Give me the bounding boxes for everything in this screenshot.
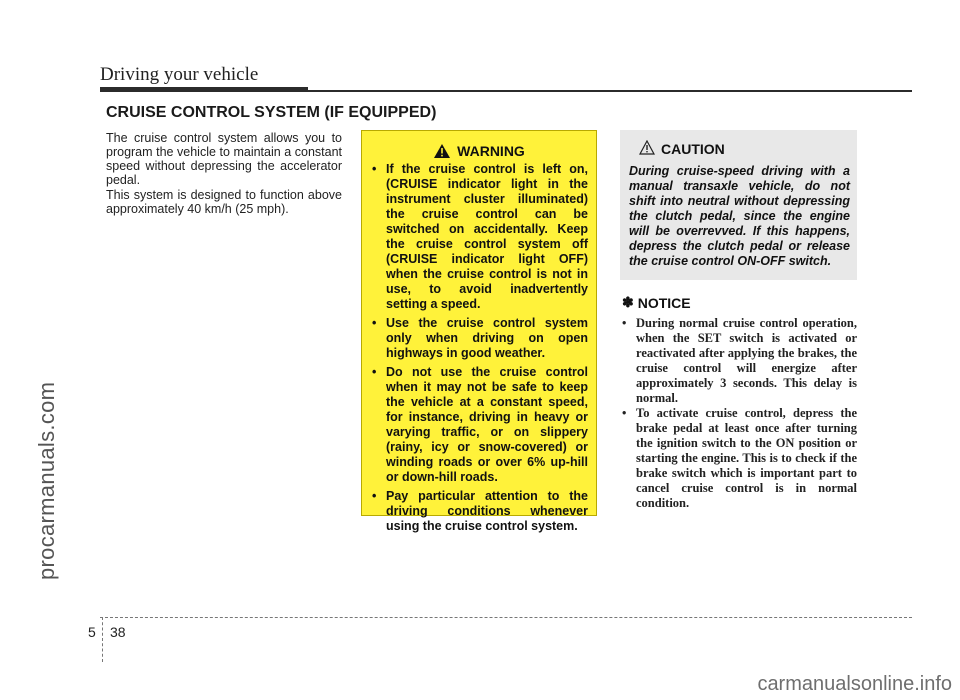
warning-title: WARNING [457,143,525,159]
bullet: • [372,489,377,503]
intro-paragraph-2: This system is designed to function above approximately 40 km/h (25 mph). [106,188,342,216]
warning-item-text: If the cruise control is left on, (CRUISE indicator light in the instrument cluster illuminated) the cruise control can be switched on accidentally. Keep the cruise control system off (CRUISE indicator light OFF) when the cruise control is not in use, to avoid inadvertently setting a speed. [386,162,588,311]
notice-header [622,294,691,311]
notice-item [620,316,857,406]
caution-box [620,130,857,280]
warning-list [370,162,588,534]
intro-paragraph-1: The cruise control system allows you to program the vehicle to maintain a constant speed without depressing the accelerator pedal. [106,131,342,187]
caution-triangle-icon [639,140,655,158]
caution-header [639,140,850,158]
notice-title: NOTICE [637,294,691,311]
bullet: • [372,162,377,176]
warning-item [370,316,588,361]
bullet: • [622,316,627,330]
notice-item-text: To activate cruise control, depress the brake pedal at least once after turning the ignition switch to the ON position or starting the engine. This is to check if the brake switch which is important part to cancel cruise control is in normal condition. [636,406,857,510]
intro-text [106,131,342,216]
warning-box [361,130,597,533]
warning-item-text: Do not use the cruise control when it may not be safe to keep the vehicle at a constant speed, for instance, driving in heavy or varying traffic, or on slippery (rainy, icy or snow-covered) or winding roads or over 6% up-hill or down-hill roads. [386,365,588,484]
bullet: • [372,365,377,379]
caution-title: CAUTION [661,141,725,157]
warning-triangle-icon [433,143,451,159]
notice-list [620,316,857,511]
caution-text: During cruise-speed driving with a manual transaxle vehicle, do not shift into neutral without depressing the clutch pedal, since the engine will be overrevved. If this happens, depress the clutch pedal or release the cruise control ON-OFF switch. [629,164,850,268]
side-watermark: procarmanuals.com [34,381,59,580]
warning-item [370,162,588,312]
bullet: • [372,316,377,330]
warning-item [370,489,588,534]
bottom-watermark: carmanualsonline.info [757,673,952,695]
footer-rule [100,617,912,618]
warning-item-text: Pay particular attention to the driving conditions whenever using the cruise control system. [386,489,588,533]
page-number: 38 [110,624,126,640]
notice-item-text: During normal cruise control operation, when the SET switch is activated or reactivated after applying the brakes, the cruise control will energize after approximately 3 seconds. This delay is normal. [636,316,857,405]
warning-item [370,365,588,485]
notice-item [620,406,857,511]
warning-item-text: Use the cruise control system only when driving on open highways in good weather. [386,316,588,360]
footer-divider [102,617,103,662]
warning-header [370,143,588,159]
page-header-title: Driving your vehicle [100,64,259,85]
notice-symbol-icon: ✽ [622,294,634,310]
header-rule [100,90,912,92]
chapter-number: 5 [88,624,96,640]
section-heading: CRUISE CONTROL SYSTEM (IF EQUIPPED) [106,104,437,121]
bullet: • [622,406,627,420]
